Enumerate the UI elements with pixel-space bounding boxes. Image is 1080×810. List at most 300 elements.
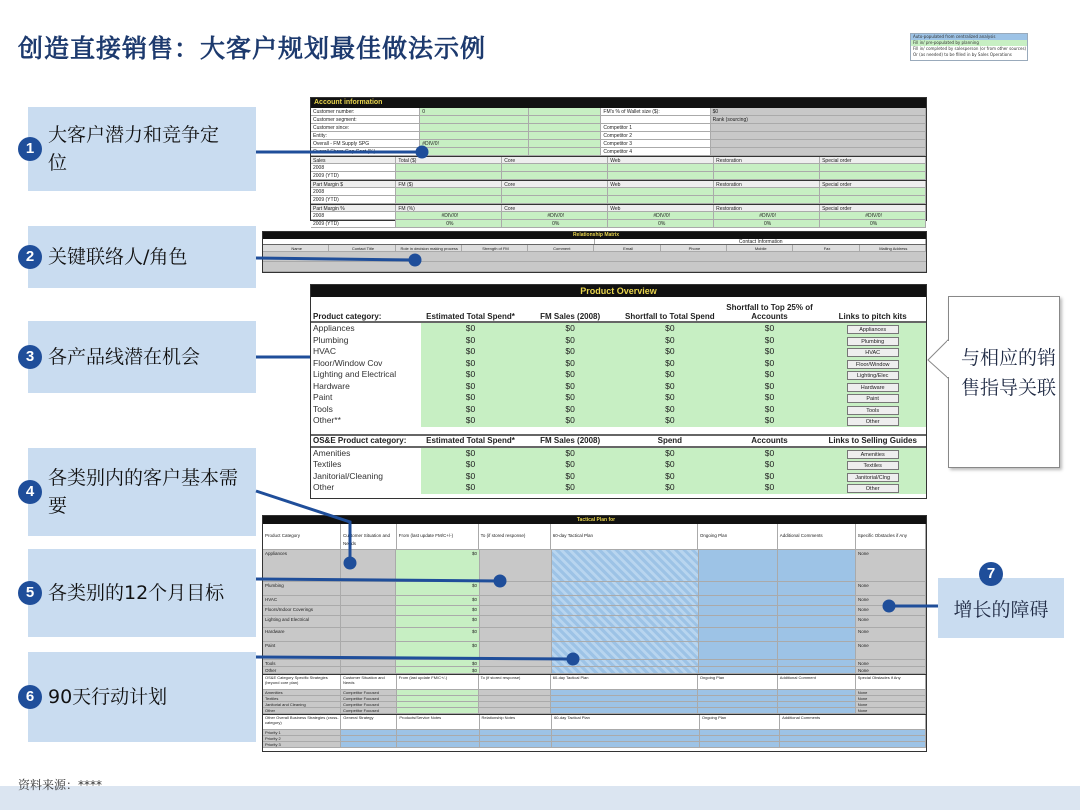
table-row: [311, 482, 926, 494]
table-cell: 2009 (YTD): [311, 196, 396, 203]
table-cell: [780, 736, 926, 741]
table-cell: [778, 696, 856, 701]
table-header-cell: Special Obstacles if Any: [856, 675, 926, 689]
table-row: [311, 196, 926, 204]
table-cell: Priority 1: [263, 730, 341, 735]
value-cell: $0: [720, 459, 820, 471]
table-cell: [529, 132, 601, 139]
table-cell: [552, 628, 699, 641]
value-cell: $0: [421, 471, 521, 483]
value-cell: $0: [520, 369, 620, 381]
callout-growth-obstacles: [938, 578, 1064, 638]
table-cell: [820, 196, 926, 203]
table-cell: [552, 736, 700, 741]
pitch-kit-link[interactable]: Tools: [847, 406, 899, 415]
table-cell: [397, 708, 479, 713]
table-header-cell: Web: [608, 181, 714, 187]
table-cell: Plumbing: [263, 582, 341, 595]
table-header-cell: Special order: [820, 181, 926, 187]
table-cell: [341, 730, 397, 735]
source-note: 资料来源：****: [18, 778, 103, 792]
table-header-cell: Estimated Total Spend*: [426, 436, 515, 445]
table-cell: Janitorial and Cleaning: [263, 702, 341, 707]
pitch-kit-link[interactable]: Amenities: [847, 450, 899, 459]
table-cell: Customer number:: [311, 108, 420, 115]
table-cell: None: [856, 550, 926, 581]
table-cell: [341, 742, 397, 747]
table-header-cell: Products/Service Notes: [397, 715, 479, 729]
table-cell: None: [856, 628, 926, 641]
table-header-cell: Estimated Total Spend*: [426, 312, 515, 321]
table-cell: [480, 742, 553, 747]
pitch-kit-note: [948, 296, 1060, 468]
table-cell: Competitor Focused: [341, 696, 397, 701]
table-row: [311, 335, 926, 347]
table-header-cell: Other Overall Business Strategies (cross-category): [263, 715, 341, 729]
value-cell: $0: [421, 323, 521, 335]
pitch-kit-link[interactable]: Textiles: [847, 461, 899, 470]
table-cell: [699, 667, 779, 673]
table-cell: [714, 172, 820, 179]
value-cell: $0: [520, 335, 620, 347]
table-cell: [551, 690, 698, 695]
callout-text: 关键联络人/角色: [48, 246, 188, 268]
table-cell: [341, 616, 397, 627]
table-header-cell: Customer Situation and Needs: [341, 524, 397, 549]
table-cell: [551, 708, 698, 713]
value-cell: $0: [620, 392, 720, 404]
table-cell: [396, 196, 502, 203]
value-cell: $0: [620, 459, 720, 471]
table-cell: [397, 702, 479, 707]
value-cell: $0: [720, 335, 820, 347]
table-cell: [552, 742, 700, 747]
value-cell: $0: [720, 448, 820, 460]
relationship-matrix-table: [262, 231, 927, 273]
table-cell: [699, 642, 779, 659]
table-cell: None: [856, 690, 926, 695]
table-header-cell: Spend: [657, 436, 683, 445]
callout-key-contacts: [25, 226, 256, 288]
table-row: [311, 172, 926, 180]
table-cell: [552, 642, 699, 659]
table-cell: Lighting and Electrical: [263, 616, 341, 627]
table-cell: [700, 742, 780, 747]
table-cell: [711, 124, 926, 131]
table-cell: [341, 736, 397, 741]
table-cell: #DIV/0!: [396, 212, 502, 219]
pitch-kit-link[interactable]: Other: [847, 417, 899, 426]
table-cell: [551, 696, 698, 701]
callout-90-day-plan: [25, 652, 256, 742]
table-cell: [529, 140, 601, 147]
table-cell: [780, 730, 926, 735]
table-cell: [699, 596, 779, 605]
table-header-cell: FM (%): [396, 205, 502, 211]
table-header-cell: Fax: [793, 245, 859, 251]
table-cell: None: [856, 708, 926, 713]
table-header-cell: Product Category: [263, 524, 341, 549]
footer-band: [0, 786, 1080, 810]
value-cell: $0: [520, 381, 620, 393]
table-cell: [502, 196, 608, 203]
color-legend: [910, 33, 1028, 61]
table-header-cell: Customer Situation and Needs: [341, 675, 397, 689]
table-header-cell: Part Margin %: [311, 205, 396, 211]
pitch-kit-link[interactable]: Floor/Window: [847, 360, 899, 369]
table-header-cell: FM Sales (2008): [540, 312, 601, 321]
table-cell: Overall - FM Supply SPG: [311, 140, 420, 147]
table-header-cell: OS&E Product category:: [313, 436, 407, 445]
callout-text: 各类别的12个月目标: [48, 582, 225, 604]
table-cell: [820, 172, 926, 179]
table-cell: [397, 696, 479, 701]
legend-item: Or (as needed) to be filled in by Sales Operations: [911, 52, 1027, 58]
table-cell: [711, 132, 926, 139]
table-header-cell: Additional Comments: [778, 524, 856, 549]
table-cell: [480, 730, 553, 735]
table-cell: $0: [396, 642, 480, 659]
table-cell: [480, 667, 552, 673]
table-cell: [420, 148, 529, 155]
table-row: [263, 642, 926, 660]
table-cell: [529, 116, 601, 123]
table-header-cell: Accounts: [751, 436, 788, 445]
legend-item: Fill in/ pre-populated by planning: [911, 40, 1027, 46]
table-cell: [820, 188, 926, 195]
table-cell: [397, 736, 479, 741]
table-cell: Competitor 3: [601, 140, 710, 147]
table-subheader: Contact Information: [595, 239, 927, 244]
value-cell: $0: [520, 415, 620, 427]
table-cell: [552, 582, 699, 595]
callout-customer-needs: [25, 448, 256, 536]
table-cell: [480, 642, 552, 659]
value-cell: $0: [620, 358, 720, 370]
table-header-cell: Ongoing Plan: [698, 524, 778, 549]
table-cell: [699, 628, 779, 641]
table-cell: 2008: [311, 164, 396, 171]
table-header-cell: Shortfall to Total Spend: [625, 312, 715, 321]
link-cell: [819, 335, 926, 347]
value-cell: $0: [620, 471, 720, 483]
table-header-cell: Mailing Address: [860, 245, 926, 251]
callout-number: 5: [18, 581, 42, 605]
value-cell: $0: [720, 471, 820, 483]
table-header-row: [263, 524, 926, 550]
table-cell: [502, 164, 608, 171]
table-header-cell: FM Sales (2008): [540, 436, 601, 445]
table-header-cell: Relationship Notes: [480, 715, 553, 729]
product-category: HVAC: [313, 346, 336, 356]
table-header-cell: Phone: [661, 245, 727, 251]
callout-number: 1: [18, 137, 42, 161]
table-cell: [480, 582, 552, 595]
table-cell: Tools: [263, 660, 341, 666]
product-category: Other: [313, 482, 335, 492]
callout-product-opportunity: [25, 321, 256, 393]
table-cell: [780, 742, 926, 747]
table-cell: [480, 550, 552, 581]
value-cell: $0: [720, 346, 820, 358]
product-category: Paint: [313, 392, 333, 402]
link-cell: [819, 346, 926, 358]
table-cell: [479, 702, 551, 707]
value-cell: $0: [620, 346, 720, 358]
table-row: [311, 471, 926, 483]
table-cell: Appliances: [263, 550, 341, 581]
table-header-row: [263, 674, 926, 690]
table-cell: None: [856, 582, 926, 595]
table-cell: #DIV/0!: [820, 212, 926, 219]
table-header-cell: OS&E Category Specific Strategies (beyond core plan): [263, 675, 341, 689]
table-header-cell: Links to pitch kits: [838, 312, 907, 321]
table-cell: [552, 730, 700, 735]
table-cell: $0: [396, 606, 480, 615]
callout-text: 各产品线潜在机会: [48, 346, 201, 368]
table-cell: [480, 736, 553, 741]
table-cell: Floors/Indoor Coverings: [263, 606, 341, 615]
table-cell: [699, 550, 779, 581]
value-cell: $0: [520, 404, 620, 416]
table-row: [311, 140, 926, 148]
link-cell: [819, 381, 926, 393]
table-cell: None: [856, 606, 926, 615]
table-cell: 0%: [396, 220, 502, 227]
table-row: [311, 212, 926, 220]
value-cell: $0: [421, 381, 521, 393]
table-cell: [699, 660, 779, 666]
table-cell: Competitor Focused: [341, 702, 397, 707]
pitch-kit-link[interactable]: HVAC: [847, 348, 899, 357]
product-overview-table: [310, 284, 927, 499]
table-row: [263, 606, 926, 616]
table-cell: $0: [396, 616, 480, 627]
product-category: Janitorial/Cleaning: [313, 470, 383, 481]
value-cell: $0: [620, 415, 720, 427]
value-cell: $0: [520, 392, 620, 404]
table-cell: $0: [396, 550, 480, 581]
table-cell: [552, 667, 699, 673]
table-cell: [601, 116, 710, 123]
table-cell: [608, 188, 714, 195]
value-cell: $0: [720, 415, 820, 427]
table-header-cell: Ongoing Plan: [700, 715, 780, 729]
pitch-kit-link[interactable]: Other: [847, 484, 899, 493]
table-cell: Hardware: [263, 628, 341, 641]
callout-text: 增长的障碍: [953, 598, 1049, 621]
table-cell: [341, 606, 397, 615]
product-category: Other**: [313, 415, 341, 425]
table-header-cell: General Strategy: [341, 715, 397, 729]
table-cell: [552, 550, 699, 581]
table-cell: [608, 172, 714, 179]
tactical-plan-table: [262, 515, 927, 752]
table-cell: [420, 132, 529, 139]
table-cell: [396, 188, 502, 195]
table-cell: Other: [263, 667, 341, 673]
table-row: [263, 616, 926, 628]
table-header-cell: Mobile: [727, 245, 793, 251]
table-header-row: [263, 714, 926, 730]
table-header-cell: Additional Comment: [778, 675, 856, 689]
table-cell: None: [856, 642, 926, 659]
table-header-cell: 60-day Tactical Plan: [552, 715, 700, 729]
table-cell: $0: [396, 582, 480, 595]
table-header-cell: Restoration: [714, 181, 820, 187]
table-row: [263, 628, 926, 642]
pitch-kit-link[interactable]: Appliances: [847, 325, 899, 334]
table-cell: [699, 606, 779, 615]
table-cell: [529, 124, 601, 131]
table-cell: [341, 660, 397, 666]
pitch-kit-link[interactable]: Hardware: [847, 383, 899, 392]
table-cell: [698, 690, 778, 695]
table-cell: 0: [420, 108, 529, 115]
table-row: [263, 742, 926, 748]
table-cell: [698, 696, 778, 701]
table-row: [311, 392, 926, 404]
link-cell: [819, 369, 926, 381]
table-cell: Competitor 1: [601, 124, 710, 131]
table-header: Account information: [311, 98, 926, 108]
table-cell: [480, 660, 552, 666]
table-cell: [551, 702, 698, 707]
table-cell: [778, 628, 856, 641]
table-cell: 2008: [311, 188, 396, 195]
speech-text: 与相应的销售指导关联: [961, 347, 1057, 399]
table-row: [311, 132, 926, 140]
value-cell: $0: [620, 335, 720, 347]
table-cell: [778, 606, 856, 615]
value-cell: $0: [720, 369, 820, 381]
table-cell: #DIV/0!: [502, 212, 608, 219]
link-cell: [819, 323, 926, 335]
table-cell: [778, 582, 856, 595]
link-cell: [819, 471, 926, 483]
table-header-cell: Ongoing Plan: [698, 675, 778, 689]
table-cell: [480, 596, 552, 605]
table-header: Product Overview: [311, 285, 926, 297]
table-cell: Overall Share Gap Cost (%): [311, 148, 420, 155]
table-row: [311, 220, 926, 228]
table-row: [311, 415, 926, 427]
table-cell: [778, 660, 856, 666]
table-cell: [711, 140, 926, 147]
table-cell: [420, 116, 529, 123]
pitch-kit-link[interactable]: Plumbing: [847, 337, 899, 346]
table-cell: None: [856, 702, 926, 707]
table-cell: FM's % of Wallet size ($):: [601, 108, 710, 115]
table-header-cell: Product category:: [313, 312, 382, 321]
pitch-kit-link[interactable]: Janitorial/Clng: [847, 473, 899, 482]
table-cell: [396, 164, 502, 171]
table-header-cell: Additional Comments: [780, 715, 926, 729]
value-cell: $0: [421, 459, 521, 471]
table-row: [311, 180, 926, 188]
table-cell: [552, 616, 699, 627]
table-cell: [341, 642, 397, 659]
table-cell: [698, 708, 778, 713]
table-cell: [341, 596, 397, 605]
table-header-cell: Email: [594, 245, 660, 251]
table-cell: [820, 164, 926, 171]
table-cell: None: [856, 596, 926, 605]
table-cell: [778, 596, 856, 605]
table-row: [311, 188, 926, 196]
table-cell: Competitor Focused: [341, 708, 397, 713]
value-cell: $0: [421, 335, 521, 347]
table-cell: [420, 124, 529, 131]
table-row: [311, 358, 926, 370]
pitch-kit-link[interactable]: Lighting/Elec: [847, 371, 899, 380]
table-header-cell: FM ($): [396, 181, 502, 187]
table-cell: 2008: [311, 212, 396, 219]
table-cell: [479, 708, 551, 713]
table-cell: 2009 (YTD): [311, 172, 396, 179]
table-header-cell: Specific Obstacles if Any: [856, 524, 926, 549]
value-cell: $0: [720, 358, 820, 370]
table-cell: None: [856, 696, 926, 701]
table-cell: $0: [396, 660, 480, 666]
value-cell: $0: [520, 346, 620, 358]
table-cell: $0: [711, 108, 926, 115]
table-cell: [778, 550, 856, 581]
value-cell: $0: [520, 323, 620, 335]
table-header-cell: To (if stored response): [479, 524, 551, 549]
table-cell: [552, 606, 699, 615]
value-cell: $0: [520, 482, 620, 494]
table-cell: [778, 642, 856, 659]
table-cell: [700, 730, 780, 735]
product-category: Appliances: [313, 323, 355, 333]
table-header-cell: Core: [502, 157, 608, 163]
table-cell: [608, 196, 714, 203]
table-cell: [397, 690, 479, 695]
pitch-kit-link[interactable]: Paint: [847, 394, 899, 403]
table-cell: #DIV/0!: [608, 212, 714, 219]
callout-number: 3: [18, 345, 42, 369]
table-row: [311, 116, 926, 124]
table-row: [263, 596, 926, 606]
table-cell: #DIV/0!: [420, 140, 529, 147]
value-cell: $0: [421, 404, 521, 416]
table-cell: [479, 696, 551, 701]
value-cell: $0: [620, 369, 720, 381]
table-cell: [699, 616, 779, 627]
table-row: [311, 346, 926, 358]
table-cell: Priority 3: [263, 742, 341, 747]
table-cell: [552, 660, 699, 666]
table-row: [311, 459, 926, 471]
callout-text: 大客户潜力和竞争定位: [48, 124, 220, 174]
table-cell: [608, 164, 714, 171]
table-cell: [480, 628, 552, 641]
value-cell: $0: [620, 448, 720, 460]
table-cell: [396, 172, 502, 179]
table-header-cell: 60-day Tactical Plan: [551, 675, 698, 689]
value-cell: $0: [421, 346, 521, 358]
table-cell: [711, 148, 926, 155]
table-header-cell: Contact Title: [329, 245, 395, 251]
table-header-cell: To (if stored response): [479, 675, 551, 689]
table-row: [311, 448, 926, 460]
table-cell: [778, 667, 856, 673]
table-header-cell: Sales: [311, 157, 396, 163]
table-header-cell: Core: [502, 181, 608, 187]
callout-text: 90天行动计划: [48, 686, 168, 708]
table-cell: Competitor 4: [601, 148, 710, 155]
